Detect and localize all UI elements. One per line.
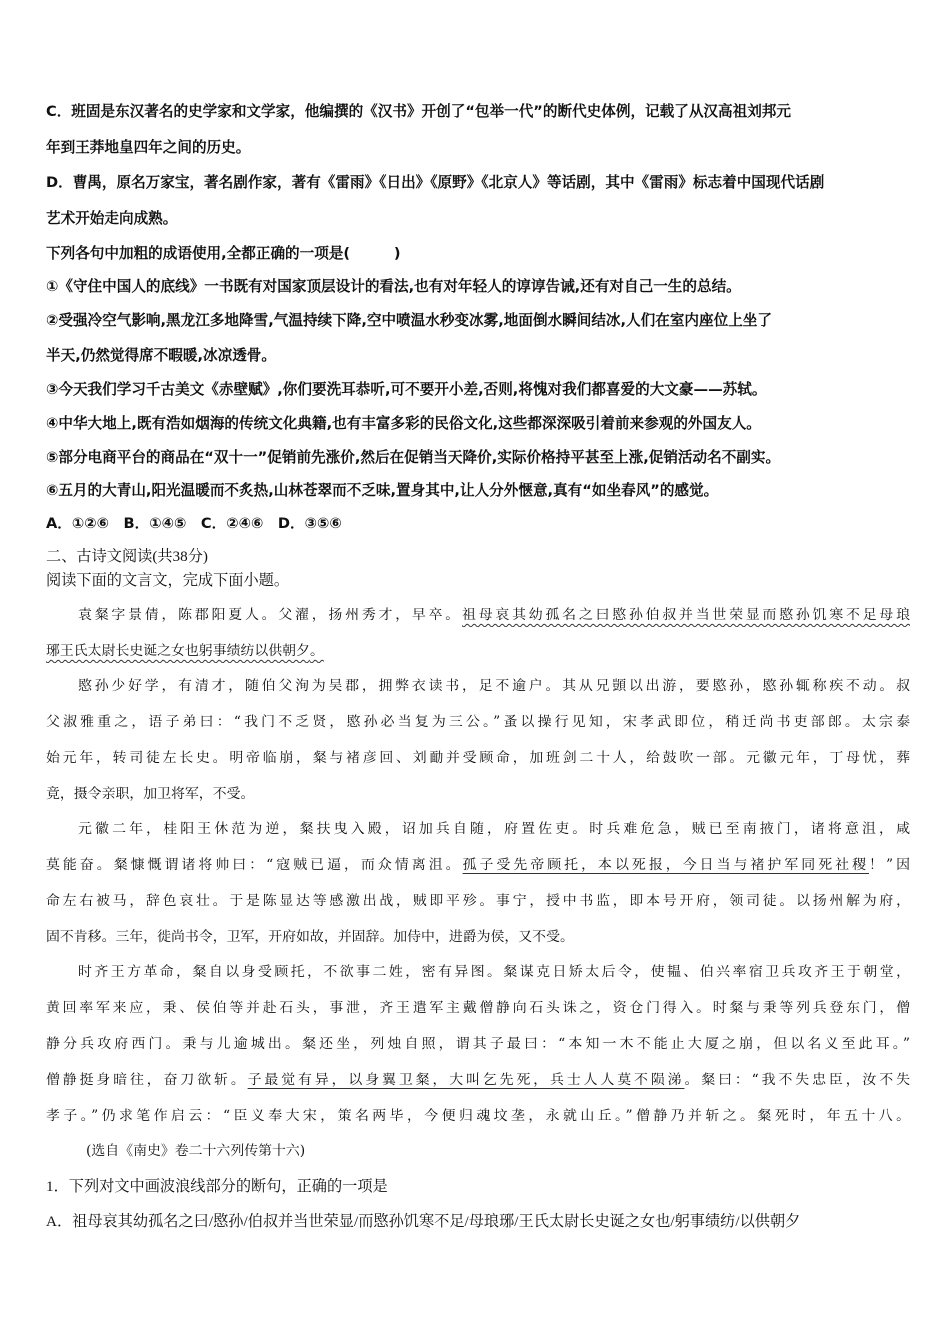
passage-p4-line-1: 时齐王方革命，粲自以身受顾托，不欲事二姓，密有异图。粲谋克日矫太后令，使韫、伯兴率宿卫兵攻齐王于朝堂，	[78, 964, 910, 980]
reading-instruction: 阅读下面的文言文，完成下面小题。	[46, 572, 289, 589]
passage-p3-line-3: 命左右被马，辞色哀壮。于是陈显达等感激出战，贼即平殄。事宁，授中书监，即本号开府，领司徒。以扬州解为府，	[46, 893, 910, 909]
wavy-underline-segment: 琊王氏太尉长史诞之女也躬事绩纺以供朝夕	[46, 643, 310, 659]
idiom-sentence-2-line-1: ②受强冷空气影响,黑龙江多地降雪,气温持续下降,空中喷温水秒变冰雾,地面倒水瞬间结冰,人们在室内座位上坐了	[46, 312, 772, 329]
idiom-sentence-4: ④中华大地上,既有浩如烟海的传统文化典籍,也有丰富多彩的民俗文化,这些都深深吸引着前来参观的外国友人。	[46, 415, 761, 432]
passage-p4-line-3: 静分兵攻府西门。秉与儿逾城出。粲还坐，列烛自照，谓其子最曰：“本知一木不能止大厦之崩，但以名义至此耳。”	[46, 1036, 910, 1052]
idiom-question-stem: 下列各句中加粗的成语使用,全都正确的一项是( )	[46, 245, 401, 262]
choice-c-line-2: 年到王莽地皇四年之间的历史。	[46, 139, 251, 156]
underlined-sentence: 孤子受先帝顾托，本以死报，今日当与褚护军同死社稷	[462, 857, 870, 873]
passage-p2-line-1: 愍孙少好学，有清才，随伯父洵为吴郡，拥弊衣读书，足不逾户。其从兄顗以出游，要愍孙，愍孙辄称疾不动。叔	[78, 678, 910, 694]
passage-p1-line-1: 袁粲字景倩，陈郡阳夏人。父濯，扬州秀才，早卒。祖母哀其幼孤名之曰愍孙伯叔并当世荣显而愍孙饥寒不足母琅	[78, 607, 910, 623]
passage-p3-line-4: 固不肯移。三年，徙尚书令，卫军，开府如故，并固辞。加侍中，进爵为侯，又不受。	[46, 929, 574, 945]
idiom-sentence-2-line-2: 半天,仍然觉得席不暇暖,冰凉透骨。	[46, 347, 276, 364]
passage-source: (选自《南史》卷二十六列传第十六)	[86, 1143, 306, 1159]
idiom-sentence-1: ①《守住中国人的底线》一书既有对国家顶层设计的看法,也有对年轻人的谆谆告诫,还有对自己一生的总结。	[46, 278, 741, 295]
idiom-sentence-5: ⑤部分电商平台的商品在“双十一”促销前先涨价,然后在促销当天降价,实际价格持平甚至上涨,促销活动名不副实。	[46, 449, 781, 466]
passage-p3-line-1: 元徽二年，桂阳王休范为逆，粲扶曳入殿，诏加兵自随，府置佐吏。时兵难危急，贼已至南掖门，诸将意沮，咸	[78, 821, 910, 837]
passage-p4-line-5: 孝子。”仍求笔作启云：“臣义奉大宋，策名两毕，今便归魂坟垄，永就山丘。”僧静乃并斩之。粲死时，年五十八。	[46, 1108, 910, 1124]
question-1-stem: 1．下列对文中画波浪线部分的断句，正确的一项是	[46, 1178, 388, 1195]
idiom-sentence-3: ③今天我们学习千古美文《赤壁赋》,你们要洗耳恭听,可不要开小差,否则,将愧对我们都喜爱的大文豪——苏轼。	[46, 381, 767, 398]
passage-p1-line-2: 琊王氏太尉长史诞之女也躬事绩纺以供朝夕。	[46, 643, 324, 659]
wavy-underline-segment: 祖母哀其幼孤名之曰愍孙伯叔并当世荣显而愍孙饥寒不足母琅	[462, 607, 910, 623]
passage-p4-line-2: 黄回率军来应，秉、侯伯等并赴石头，事泄，齐王遣军主戴僧静向石头诛之，资仓门得入。时粲与秉等列兵登东门，僧	[46, 1000, 910, 1016]
passage-p2-line-3: 始元年，转司徒左长史。明帝临崩，粲与褚彦回、刘勔并受顾命，加班剑二十人，给鼓吹一部。元徽元年，丁母忧，葬	[46, 750, 910, 766]
passage-p2-line-2: 父淑雅重之，语子弟曰：“我门不乏贤，愍孙必当复为三公。”蚤以操行见知，宋孝武即位，稍迁尚书吏部郎。太宗泰	[46, 714, 910, 730]
choice-d-line-1: D．曹禺，原名万家宝，著名剧作家，著有《雷雨》《日出》《原野》《北京人》等话剧，其中《雷雨》标志着中国现代话剧	[46, 174, 825, 191]
passage-p2-line-4: 竟，摄令亲职，加卫将军，不受。	[46, 786, 255, 802]
choice-d-line-2: 艺术开始走向成熟。	[46, 210, 178, 227]
passage-p3-line-2: 莫能奋。粲慷慨谓诸将帅曰：“寇贼已逼，而众情离沮。孤子受先帝顾托，本以死报，今日当与褚护军同死社稷！”因	[46, 857, 910, 873]
choice-c-line-1: C．班固是东汉著名的史学家和文学家，他编撰的《汉书》开创了“包举一代”的断代史体例，记载了从汉高祖刘邦元	[46, 103, 791, 120]
question-1-option-a: A．祖母哀其幼孤名之曰/愍孙/伯叔并当世荣显/而愍孙饥寒不足/母琅琊/王氏太尉长史诞之女也/躬事绩纺/以供朝夕	[46, 1213, 801, 1230]
section-heading: 二、古诗文阅读(共38分)	[46, 548, 208, 565]
passage-p4-line-4: 僧静挺身暗往，奋刀欲斩。子最觉有异，以身翼卫粲，大叫乞先死，兵士人人莫不陨涕。粲曰：“我不失忠臣，汝不失	[46, 1072, 910, 1088]
idiom-sentence-6: ⑥五月的大青山,阳光温暖而不炙热,山林苍翠而不乏味,置身其中,让人分外惬意,真有“如坐春风”的感觉。	[46, 482, 719, 499]
underlined-sentence: 子最觉有异，以身翼卫粲，大叫乞先死，兵士人人莫不陨涕	[247, 1072, 685, 1088]
idiom-options: A．①②⑥ B．①④⑤ C．②④⑥ D．③⑤⑥	[46, 515, 342, 532]
